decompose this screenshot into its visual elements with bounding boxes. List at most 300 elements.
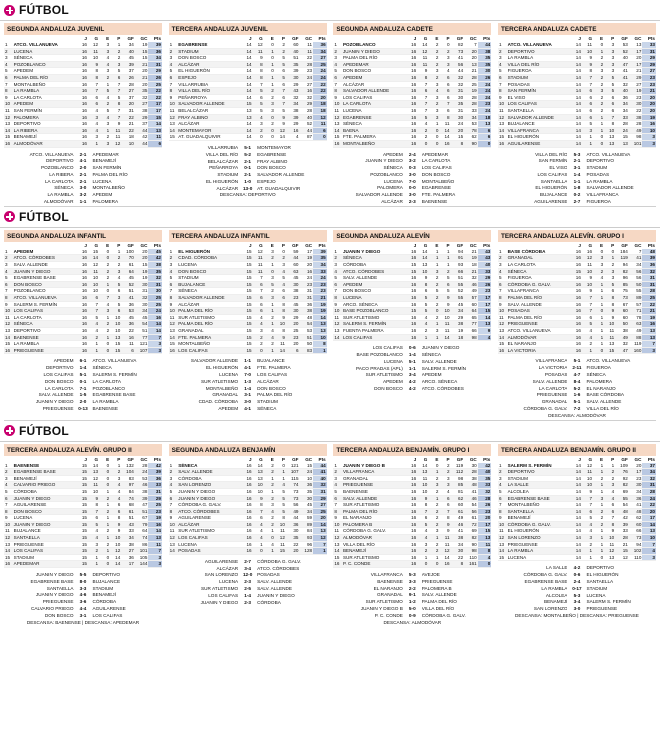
stat-cell: 29	[300, 101, 314, 108]
stat-cell: 12	[169, 321, 178, 328]
score: 0-1	[244, 165, 252, 171]
score: 0-13	[78, 405, 88, 411]
stat-cell: 14	[571, 528, 582, 535]
home-team: SANTAELLA	[540, 178, 568, 184]
header-cell: Pts	[318, 242, 326, 248]
points-cell: 27	[642, 68, 656, 75]
cards-row	[0, 21, 660, 206]
stat-cell: 1	[99, 535, 110, 542]
stat-cell: 16	[406, 482, 417, 489]
team-name: MONTALBEÑO	[13, 81, 77, 88]
stat-cell: 12	[88, 262, 99, 269]
stat-cell: 6	[582, 94, 593, 101]
table-header-row	[333, 456, 491, 463]
stat-cell: 10	[439, 308, 450, 315]
stat-cell: 38	[615, 328, 629, 335]
team-name: EGABRENSE BASE	[13, 469, 77, 476]
stat-cell: 107	[286, 469, 300, 476]
stat-cell: 34	[286, 101, 300, 108]
stat-cell: 2	[264, 515, 275, 522]
stat-cell: 10	[275, 521, 286, 528]
home-team: SUR ATLETISMO	[201, 586, 239, 592]
stat-cell: 5	[169, 275, 178, 282]
stat-cell: 16	[406, 469, 417, 476]
away-team: SALV. ALLENDE	[257, 586, 293, 592]
score: 12-0	[242, 572, 253, 578]
stat-cell: 35	[286, 535, 300, 542]
header-cell: GC	[140, 36, 148, 41]
stat-cell: 11	[498, 314, 507, 321]
stat-cell: 36	[629, 495, 643, 502]
league-title: TERCERA ANDALUZA CADETE	[498, 23, 656, 35]
table-row	[169, 74, 327, 81]
stat-cell: 10	[498, 308, 507, 315]
stat-cell: 16	[406, 275, 417, 282]
stat-cell: 14	[571, 482, 582, 489]
result-row	[333, 352, 491, 359]
stat-cell: 4	[99, 301, 110, 308]
stat-cell: 7	[582, 301, 593, 308]
table-row	[4, 61, 162, 68]
table-row	[4, 535, 162, 542]
table-row	[498, 301, 656, 308]
table-row	[333, 541, 491, 548]
league-card	[333, 23, 491, 206]
result-row	[333, 606, 491, 613]
points-cell: 36	[313, 42, 327, 48]
stat-cell: 3	[4, 55, 13, 62]
stat-cell: 16	[439, 561, 450, 568]
table-row	[4, 495, 162, 502]
stat-cell: 22	[629, 107, 643, 114]
away-team: SALERM S. FERMÍN	[92, 371, 137, 377]
table-row	[169, 321, 327, 328]
header-cell: GC	[140, 456, 148, 462]
stat-cell: 11	[604, 334, 615, 341]
team-name: POSADAS	[507, 308, 571, 315]
stat-cell: 10	[169, 521, 178, 528]
points-cell: 18	[313, 101, 327, 108]
points-cell: 13	[313, 321, 327, 328]
stat-cell: 43	[121, 521, 135, 528]
home-team: LA CARLOTA	[538, 385, 568, 391]
table-row	[333, 134, 491, 141]
stat-cell: 12	[582, 255, 593, 262]
stat-cell: 13	[169, 328, 178, 335]
away-team: ATCO. VILLANUEVA	[92, 358, 137, 364]
away-team: BENAMEJÍ	[92, 158, 116, 164]
stat-cell: 1	[88, 347, 99, 354]
stat-cell: 16	[406, 561, 417, 568]
header-cell: G	[588, 456, 593, 462]
stat-cell: 1	[264, 488, 275, 495]
points-cell: 10	[642, 127, 656, 134]
stat-cell: 10	[604, 127, 615, 134]
stat-cell: 16	[241, 463, 252, 469]
team-name: ALCOLEA	[507, 488, 571, 495]
home-team: VILLAFRANCA	[535, 358, 568, 364]
team-name: FTE. PALMERA	[177, 334, 241, 341]
stat-cell: 14	[571, 140, 582, 147]
stat-cell: 51	[300, 334, 314, 341]
result-row	[333, 345, 491, 352]
result-row	[498, 165, 656, 172]
score: 2-1	[244, 172, 252, 178]
stat-cell: 5	[582, 321, 593, 328]
stat-cell: 15	[241, 255, 252, 262]
stat-cell: 12	[169, 535, 178, 542]
stat-cell: 8	[88, 68, 99, 75]
table-row	[4, 295, 162, 302]
table-row	[498, 255, 656, 262]
stat-cell: 84	[121, 488, 135, 495]
home-team: APEDEM	[383, 379, 403, 385]
points-cell: 20	[313, 94, 327, 101]
points-cell: 36	[148, 48, 162, 55]
points-cell: 17	[148, 101, 162, 108]
stat-cell: 16	[77, 107, 88, 114]
stat-cell: 16	[77, 140, 88, 147]
stat-cell: 112	[451, 469, 465, 476]
stat-cell: 15	[275, 548, 286, 555]
result-row	[169, 572, 327, 579]
stat-cell: 2	[264, 94, 275, 101]
stat-cell: 11	[121, 341, 135, 348]
team-name: ARCO. SÉNECA	[342, 301, 406, 308]
stat-cell: 31	[300, 295, 314, 302]
result-row	[169, 600, 327, 607]
table-row	[333, 48, 491, 55]
stat-cell: 15	[406, 262, 417, 269]
team-name: EGABRENSE	[342, 114, 406, 121]
stat-cell: 6	[439, 495, 450, 502]
stat-cell: 14	[571, 68, 582, 75]
result-row	[4, 406, 162, 413]
points-cell: 32	[478, 488, 492, 495]
stat-cell: 14	[571, 548, 582, 555]
stat-cell: 35	[451, 101, 465, 108]
home-team: PALOMERA	[377, 185, 403, 191]
table-row	[4, 541, 162, 548]
points-cell: 19	[642, 114, 656, 121]
header-cell: E	[270, 36, 274, 41]
points-cell: 26	[478, 281, 492, 288]
stat-cell: 0	[593, 347, 604, 354]
league-card	[333, 230, 491, 420]
table-row	[333, 482, 491, 489]
stat-cell: 38	[135, 107, 149, 114]
stat-cell: 1	[110, 42, 121, 48]
points-cell: 22	[148, 94, 162, 101]
stat-cell: 14	[571, 101, 582, 108]
stat-cell: 20	[135, 255, 149, 262]
stat-cell: 53	[615, 42, 629, 48]
table-row	[169, 262, 327, 269]
score: 8-0	[79, 578, 87, 584]
stat-cell: 40	[286, 48, 300, 55]
stat-cell: 19	[135, 275, 149, 282]
stat-cell: 53	[464, 121, 478, 128]
stat-cell: 160	[629, 347, 643, 354]
away-team: MONTALBEÑO	[421, 178, 455, 184]
stat-cell: 23	[629, 94, 643, 101]
stat-cell: 4	[110, 275, 121, 282]
stat-cell: 85	[451, 482, 465, 489]
points-cell: 12	[313, 535, 327, 542]
stat-cell: 14	[4, 334, 13, 341]
stat-cell: 94	[451, 249, 465, 255]
table-row	[4, 268, 162, 275]
points-cell: 34	[313, 262, 327, 269]
stat-cell: 14	[253, 463, 264, 469]
stat-cell: 14	[275, 347, 286, 354]
stat-cell: 27	[300, 81, 314, 88]
table-header-row	[333, 35, 491, 42]
stat-cell: 20	[286, 548, 300, 555]
header-cell	[13, 456, 77, 463]
team-name: AGUILARENSE	[507, 140, 571, 147]
stat-cell: 11	[582, 42, 593, 48]
header-cell	[169, 456, 178, 463]
stat-cell: 6	[4, 281, 13, 288]
stat-cell: 16	[77, 68, 88, 75]
table-row	[4, 48, 162, 55]
team-name: EGABRENSE	[177, 42, 241, 48]
result-row	[169, 399, 327, 406]
stat-cell: 3	[417, 541, 428, 548]
table-row	[169, 528, 327, 535]
team-name: DON BOSCO	[177, 55, 241, 62]
header-cell	[169, 35, 178, 42]
stat-cell: 9	[582, 275, 593, 282]
team-name: SALERM S. FERMÍN	[342, 321, 406, 328]
score: 2-1	[79, 178, 87, 184]
table-row	[4, 68, 162, 75]
stat-cell: 7	[464, 42, 478, 48]
stat-cell: 2	[428, 548, 439, 555]
stat-cell: 2	[264, 255, 275, 262]
points-cell: 17	[148, 107, 162, 114]
team-name: LA CARLOTA	[342, 101, 406, 108]
stat-cell: 2	[604, 469, 615, 476]
stat-cell: 15	[615, 134, 629, 141]
results-list	[4, 572, 162, 626]
table-row	[498, 121, 656, 128]
stat-cell: 16	[333, 140, 342, 147]
stat-cell: 3	[4, 475, 13, 482]
header-cell: E	[600, 36, 604, 41]
section	[0, 206, 660, 420]
team-name: LA RAMBLA	[507, 548, 571, 555]
stat-cell: 15	[571, 268, 582, 275]
stat-cell: 13	[241, 107, 252, 114]
home-team: BELALCÁZAR	[207, 158, 239, 164]
stat-cell: 14	[241, 68, 252, 75]
away-team: MONTEMAYOR	[257, 144, 291, 150]
points-cell: 16	[148, 521, 162, 528]
away-team: LA RAMBLA	[92, 399, 119, 405]
stat-cell: 64	[135, 528, 149, 535]
stat-cell: 14	[571, 541, 582, 548]
stat-cell: 1	[439, 262, 450, 269]
stat-cell: 15	[110, 347, 121, 354]
stat-cell: 30	[286, 74, 300, 81]
stat-cell: 40	[121, 48, 135, 55]
score: 1-6	[573, 392, 581, 398]
stat-cell: 48	[300, 314, 314, 321]
team-name: LOS CALIFAS	[177, 535, 241, 542]
league-card	[169, 444, 327, 627]
table-row	[498, 495, 656, 502]
stat-cell: 14	[439, 134, 450, 141]
stat-cell: 15	[77, 463, 88, 469]
team-name: JUANIN Y DIEGO	[342, 249, 406, 255]
home-team: POSADAS	[544, 371, 568, 377]
stat-cell: 9	[169, 515, 178, 522]
stat-cell: 15	[77, 561, 88, 568]
stat-cell: 16	[4, 347, 13, 354]
stat-cell: 1	[428, 255, 439, 262]
stat-cell: 0	[253, 134, 264, 141]
stat-cell: 82	[464, 535, 478, 542]
stat-cell: 7	[417, 107, 428, 114]
home-team: CDAD. CÓRDOBA	[198, 399, 239, 405]
home-team: EL HIGUERÓN	[206, 365, 239, 371]
stat-cell: 59	[300, 515, 314, 522]
stat-cell: 45	[300, 502, 314, 509]
stat-cell: 8	[417, 502, 428, 509]
stat-cell: 1	[582, 554, 593, 561]
points-cell: 19	[313, 308, 327, 315]
away-team: BUJALANCE	[257, 358, 285, 364]
team-name: MONTALBEÑO	[177, 341, 241, 348]
score: 8-4	[573, 378, 581, 384]
stat-cell: 4	[88, 328, 99, 335]
stat-cell: 12	[333, 114, 342, 121]
stat-cell: 4	[169, 268, 178, 275]
home-team: AGUILARENSE	[204, 558, 239, 564]
team-name: PEÑARROYA	[177, 94, 241, 101]
stat-cell: 3	[593, 495, 604, 502]
stat-cell: 16	[571, 308, 582, 315]
stat-cell: 81	[451, 488, 465, 495]
stat-cell: 1	[593, 328, 604, 335]
header-cell: J	[249, 456, 252, 462]
home-team: SAN LORENZO	[533, 606, 568, 612]
stat-cell: 16	[77, 81, 88, 88]
stat-cell: 2	[593, 515, 604, 522]
result-row	[169, 172, 327, 179]
header-cell: J	[413, 242, 417, 248]
stat-cell: 23	[286, 295, 300, 302]
stat-cell: 13	[498, 121, 507, 128]
stat-cell: 25	[464, 81, 478, 88]
stat-cell: 4	[417, 535, 428, 542]
table-row	[169, 328, 327, 335]
score: 2-4	[408, 151, 416, 157]
header-cell: J	[413, 36, 417, 41]
away-team: EL NARANJO	[586, 385, 616, 391]
stat-cell: 8	[88, 502, 99, 509]
stat-cell: 14	[241, 94, 252, 101]
stat-cell: 2	[110, 262, 121, 269]
result-row	[169, 559, 327, 566]
stat-cell: 4	[439, 488, 450, 495]
stat-cell: 6	[4, 74, 13, 81]
stat-cell: 32	[615, 81, 629, 88]
stat-cell: 15	[406, 268, 417, 275]
header-cell: Pts	[153, 36, 161, 41]
points-cell: 13	[478, 321, 492, 328]
team-name: CÓRDOBA G. GALV.	[342, 528, 406, 535]
stat-cell: 38	[300, 308, 314, 315]
result-row	[169, 593, 327, 600]
stat-cell: 82	[615, 482, 629, 489]
stat-cell: 16	[77, 314, 88, 321]
points-cell: 16	[148, 314, 162, 321]
stat-cell: 73	[629, 535, 643, 542]
table-row	[4, 561, 162, 568]
stat-cell: 71	[629, 308, 643, 315]
stat-cell: 1	[88, 554, 99, 561]
stat-cell: 8	[439, 515, 450, 522]
points-cell: 7	[642, 341, 656, 348]
points-cell: 35	[478, 475, 492, 482]
header-cell	[342, 456, 406, 463]
stat-cell: 10	[169, 101, 178, 108]
result-row	[169, 406, 327, 413]
stat-cell: 69	[464, 528, 478, 535]
result-row	[498, 399, 656, 406]
away-team: FIGUEROA	[586, 199, 611, 205]
away-team: SÉNECA	[92, 365, 112, 371]
stat-cell: 11	[88, 268, 99, 275]
stat-cell: 30	[286, 281, 300, 288]
stat-cell: 14	[571, 535, 582, 542]
table-row	[169, 48, 327, 55]
result-row	[4, 185, 162, 192]
stat-cell: 31	[300, 288, 314, 295]
stat-cell: 16	[571, 275, 582, 282]
stat-cell: 3	[99, 68, 110, 75]
header-cell: P	[117, 36, 121, 41]
header-cell: P	[281, 36, 285, 41]
home-team: DON BOSCO	[374, 385, 403, 391]
stat-cell: 7	[417, 81, 428, 88]
away-team: APEDEMAR	[421, 151, 449, 157]
stat-cell: 56	[464, 508, 478, 515]
stat-cell: 5	[604, 81, 615, 88]
stat-cell: 15	[77, 515, 88, 522]
team-name: SÉNECA	[177, 288, 241, 295]
table-row	[333, 281, 491, 288]
stat-cell: 2	[593, 107, 604, 114]
points-cell: 20	[478, 515, 492, 522]
stat-cell: 65	[464, 314, 478, 321]
table-row	[169, 281, 327, 288]
stat-cell: 16	[77, 268, 88, 275]
team-name: GRANADAL	[342, 475, 406, 482]
stat-cell: 1	[99, 515, 110, 522]
stat-cell: 9	[333, 301, 342, 308]
stat-cell: 6	[88, 101, 99, 108]
result-row	[169, 379, 327, 386]
table-row	[498, 74, 656, 81]
stat-cell: 9	[604, 308, 615, 315]
score: 5-1	[573, 399, 581, 405]
stat-cell: 3	[593, 88, 604, 95]
stat-cell: 9	[110, 528, 121, 535]
